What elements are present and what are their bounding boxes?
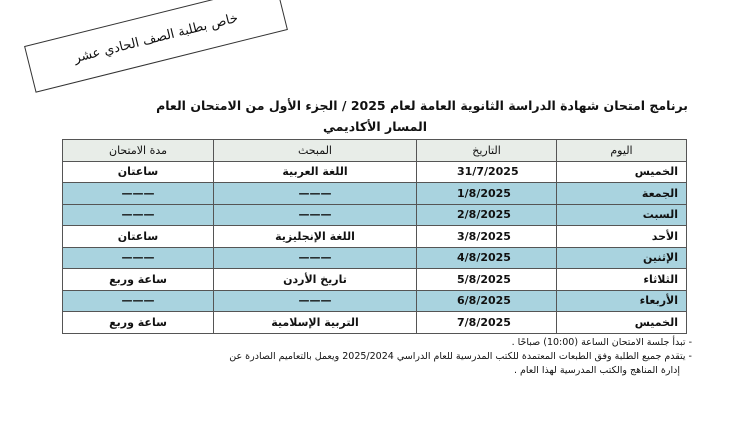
- cell-date: 5/8/2025: [417, 269, 557, 291]
- cell-day: الثلاثاء: [557, 269, 687, 291]
- notes-section: [52, 336, 692, 378]
- cell-date: 7/8/2025: [417, 312, 557, 334]
- stamp-text: خاص بطلبة الصف الحادي عشر: [72, 10, 240, 66]
- cell-date: 6/8/2025: [417, 290, 557, 312]
- cell-date: 1/8/2025: [417, 183, 557, 205]
- document-title: برنامج امتحان شهادة الدراسة الثانوية العامة لعام 2025 / الجزء الأول من الامتحان العام: [156, 98, 688, 113]
- cell-subject: التربية الإسلامية: [214, 312, 417, 334]
- table-row: [63, 290, 687, 312]
- table-row: [63, 226, 687, 248]
- cell-subject: ———: [214, 247, 417, 269]
- cell-subject: ———: [214, 204, 417, 226]
- audience-stamp: [24, 0, 288, 93]
- cell-day: الجمعة: [557, 183, 687, 205]
- cell-day: الخميس: [557, 312, 687, 334]
- cell-day: السبت: [557, 204, 687, 226]
- exam-schedule-table: [62, 139, 687, 334]
- table-row: [63, 161, 687, 183]
- cell-duration: ———: [63, 204, 214, 226]
- cell-duration: ساعة وربع: [63, 312, 214, 334]
- cell-duration: ساعة وربع: [63, 269, 214, 291]
- cell-date: 2/8/2025: [417, 204, 557, 226]
- note-textbooks: - يتقدم جميع الطلبة وفق الطبعات المعتمدة للكتب المدرسية للعام الدراسي 2025/2024 ويعمل بالتعاميم الصادرة عن: [229, 351, 692, 362]
- cell-duration: ———: [63, 247, 214, 269]
- cell-subject: اللغة الإنجليزية: [214, 226, 417, 248]
- table-row: [63, 204, 687, 226]
- table-row: [63, 269, 687, 291]
- cell-subject: ———: [214, 290, 417, 312]
- table-row: [63, 183, 687, 205]
- cell-day: الأربعاء: [557, 290, 687, 312]
- cell-day: الخميس: [557, 161, 687, 183]
- cell-date: 3/8/2025: [417, 226, 557, 248]
- note-start-time: - تبدأ جلسة الامتحان الساعة (10:00) صباحًا .: [511, 337, 692, 348]
- table-header-row: [63, 140, 687, 162]
- cell-day: الأحد: [557, 226, 687, 248]
- track-subtitle: المسار الأكاديمي: [322, 119, 427, 134]
- cell-date: 31/7/2025: [417, 161, 557, 183]
- cell-duration: ساعتان: [63, 161, 214, 183]
- header-duration: مدة الامتحان: [63, 140, 214, 162]
- cell-subject: اللغة العربية: [214, 161, 417, 183]
- cell-duration: ———: [63, 290, 214, 312]
- header-date: التاريخ: [417, 140, 557, 162]
- cell-duration: ساعتان: [63, 226, 214, 248]
- header-day: اليوم: [557, 140, 687, 162]
- note-textbooks-continued: إدارة المناهج والكتب المدرسية لهذا العام .: [513, 365, 680, 376]
- table-row: [63, 247, 687, 269]
- table-row: [63, 312, 687, 334]
- cell-duration: ———: [63, 183, 214, 205]
- header-subject: المبحث: [214, 140, 417, 162]
- cell-subject: ———: [214, 183, 417, 205]
- cell-subject: تاريخ الأردن: [214, 269, 417, 291]
- cell-date: 4/8/2025: [417, 247, 557, 269]
- cell-day: الإثنين: [557, 247, 687, 269]
